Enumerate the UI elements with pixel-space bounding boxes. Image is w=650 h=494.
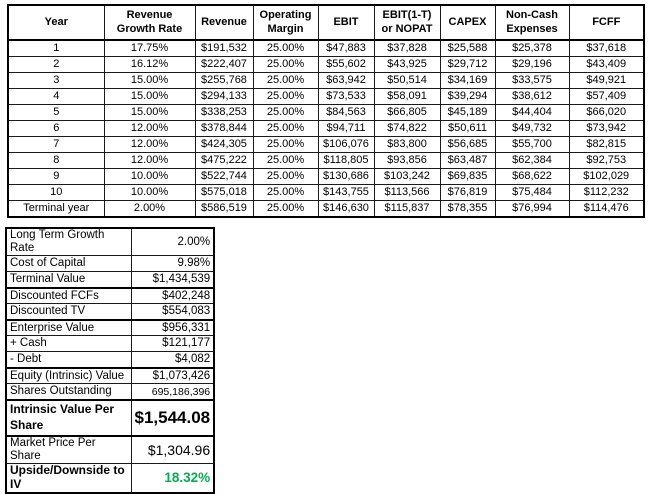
table-cell[interactable]: $66,020 [569, 105, 644, 121]
summary-row-cost-of-capital [6, 256, 214, 272]
table-row [8, 169, 644, 185]
table-cell[interactable]: $76,994 [495, 201, 569, 218]
table-cell[interactable]: 25.00% [253, 201, 318, 218]
summary-row-long-term-growth-rate [6, 228, 214, 256]
table-cell[interactable]: $378,844 [195, 121, 253, 137]
table-cell[interactable]: 4 [8, 89, 104, 105]
intrinsic-value-per-share-label[interactable]: Intrinsic Value Per Share [6, 400, 131, 436]
table-cell[interactable]: $118,805 [318, 153, 374, 169]
table-cell[interactable]: $74,822 [374, 121, 440, 137]
table-cell[interactable]: $424,305 [195, 137, 253, 153]
terminal-value-value[interactable]: $1,434,539 [131, 272, 214, 288]
column-header: Revenue Growth Rate [104, 5, 195, 40]
column-header: Operating Margin [253, 5, 318, 40]
table-cell[interactable]: $94,711 [318, 121, 374, 137]
column-header: Revenue [195, 5, 253, 40]
table-cell[interactable]: $76,819 [440, 185, 495, 201]
minus-debt-value[interactable]: $4,082 [131, 352, 214, 368]
table-cell[interactable]: 25.00% [253, 153, 318, 169]
table-cell[interactable]: 17.75% [104, 40, 195, 57]
table-cell[interactable]: $115,837 [374, 201, 440, 218]
table-row [8, 105, 644, 121]
table-cell[interactable]: 6 [8, 121, 104, 137]
table-cell[interactable]: 8 [8, 153, 104, 169]
table-cell[interactable]: 2.00% [104, 201, 195, 218]
table-cell[interactable]: $45,189 [440, 105, 495, 121]
table-cell[interactable]: $56,685 [440, 137, 495, 153]
table-cell[interactable]: 15.00% [104, 89, 195, 105]
table-cell[interactable]: $130,686 [318, 169, 374, 185]
summary-row-market-price-per-share [6, 436, 214, 464]
table-cell[interactable]: 10.00% [104, 185, 195, 201]
table-cell[interactable]: 25.00% [253, 137, 318, 153]
table-cell[interactable]: $73,533 [318, 89, 374, 105]
table-cell[interactable]: $47,883 [318, 40, 374, 57]
long-term-growth-rate-label[interactable]: Long Term Growth Rate [6, 228, 131, 256]
table-cell[interactable]: $29,196 [495, 57, 569, 73]
equity-intrinsic-value-value[interactable]: $1,073,426 [131, 368, 214, 384]
header-row [8, 5, 644, 40]
table-cell[interactable]: 7 [8, 137, 104, 153]
column-header: EBIT [318, 5, 374, 40]
table-cell[interactable]: 16.12% [104, 57, 195, 73]
table-row [8, 57, 644, 73]
market-price-per-share-value[interactable]: $1,304.96 [131, 436, 214, 464]
table-row [8, 40, 644, 57]
table-cell[interactable]: $33,575 [495, 73, 569, 89]
cost-of-capital-label[interactable]: Cost of Capital [6, 256, 131, 272]
summary-row-shares-outstanding [6, 384, 214, 400]
table-cell[interactable]: $114,476 [569, 201, 644, 218]
table-cell[interactable]: $34,169 [440, 73, 495, 89]
table-cell[interactable]: 2 [8, 57, 104, 73]
table-cell[interactable]: 1 [8, 40, 104, 57]
table-cell[interactable]: $55,602 [318, 57, 374, 73]
table-cell[interactable]: $338,253 [195, 105, 253, 121]
table-cell[interactable]: $143,755 [318, 185, 374, 201]
table-cell[interactable]: $106,076 [318, 137, 374, 153]
table-cell[interactable]: $68,622 [495, 169, 569, 185]
table-cell[interactable]: 25.00% [253, 57, 318, 73]
table-cell[interactable]: $586,519 [195, 201, 253, 218]
table-cell[interactable]: $49,732 [495, 121, 569, 137]
upside-downside-to-iv-value[interactable]: 18.32% [131, 464, 214, 493]
table-cell[interactable]: $55,700 [495, 137, 569, 153]
summary-row-equity-intrinsic-value [6, 368, 214, 384]
table-cell[interactable]: $103,242 [374, 169, 440, 185]
table-cell[interactable]: 25.00% [253, 40, 318, 57]
table-cell[interactable]: Terminal year [8, 201, 104, 218]
summary-row-upside-downside-to-iv [6, 464, 214, 493]
table-row [8, 121, 644, 137]
table-cell[interactable]: $57,409 [569, 89, 644, 105]
table-cell[interactable]: 15.00% [104, 105, 195, 121]
summary-row-terminal-value [6, 272, 214, 288]
table-cell[interactable]: 25.00% [253, 185, 318, 201]
table-cell[interactable]: $25,588 [440, 40, 495, 57]
table-cell[interactable]: $146,630 [318, 201, 374, 218]
summary-row-intrinsic-value-per-share [6, 400, 214, 436]
table-cell[interactable]: $43,925 [374, 57, 440, 73]
minus-debt-label[interactable]: - Debt [6, 352, 131, 368]
table-cell[interactable]: 25.00% [253, 89, 318, 105]
table-row [8, 137, 644, 153]
summary-row-plus-cash [6, 336, 214, 352]
table-cell[interactable]: $50,514 [374, 73, 440, 89]
table-cell[interactable]: 10.00% [104, 169, 195, 185]
table-cell[interactable]: $522,744 [195, 169, 253, 185]
discounted-fcfs-value[interactable]: $402,248 [131, 288, 214, 304]
shares-outstanding-label[interactable]: Shares Outstanding [6, 384, 131, 400]
table-cell[interactable]: $39,294 [440, 89, 495, 105]
table-cell[interactable]: 12.00% [104, 121, 195, 137]
discounted-tv-value[interactable]: $554,083 [131, 304, 214, 320]
table-cell[interactable]: $37,618 [569, 40, 644, 57]
table-row [8, 153, 644, 169]
summary-row-discounted-tv [6, 304, 214, 320]
table-cell[interactable]: $62,384 [495, 153, 569, 169]
market-price-per-share-label[interactable]: Market Price Per Share [6, 436, 131, 464]
table-cell[interactable]: $92,753 [569, 153, 644, 169]
plus-cash-label[interactable]: + Cash [6, 336, 131, 352]
dcf-table-body [8, 40, 644, 217]
column-header: FCFF [569, 5, 644, 40]
table-cell[interactable]: $78,355 [440, 201, 495, 218]
column-header: Non-Cash Expenses [495, 5, 569, 40]
table-cell[interactable]: 25.00% [253, 121, 318, 137]
equity-intrinsic-value-label[interactable]: Equity (Intrinsic) Value [6, 368, 131, 384]
intrinsic-value-per-share-value[interactable]: $1,544.08 [131, 400, 214, 436]
table-cell[interactable]: $49,921 [569, 73, 644, 89]
table-row [8, 201, 644, 218]
plus-cash-value[interactable]: $121,177 [131, 336, 214, 352]
enterprise-value-value[interactable]: $956,331 [131, 320, 214, 336]
table-cell[interactable]: 5 [8, 105, 104, 121]
table-cell[interactable]: $102,029 [569, 169, 644, 185]
long-term-growth-rate-value[interactable]: 2.00% [131, 228, 214, 256]
table-cell[interactable]: $25,378 [495, 40, 569, 57]
table-cell[interactable]: $37,828 [374, 40, 440, 57]
valuation-summary-body [6, 228, 214, 493]
discounted-fcfs-label[interactable]: Discounted FCFs [6, 288, 131, 304]
table-cell[interactable]: 25.00% [253, 73, 318, 89]
table-row [8, 73, 644, 89]
table-cell[interactable]: $222,407 [195, 57, 253, 73]
table-cell[interactable]: $475,222 [195, 153, 253, 169]
table-cell[interactable]: $191,532 [195, 40, 253, 57]
table-cell[interactable]: $93,856 [374, 153, 440, 169]
table-cell[interactable]: $83,800 [374, 137, 440, 153]
column-header: CAPEX [440, 5, 495, 40]
table-cell[interactable]: $75,484 [495, 185, 569, 201]
table-row [8, 185, 644, 201]
cost-of-capital-value[interactable]: 9.98% [131, 256, 214, 272]
upside-downside-to-iv-label[interactable]: Upside/Downside to IV [6, 464, 131, 493]
table-cell[interactable]: $50,611 [440, 121, 495, 137]
table-cell[interactable]: 15.00% [104, 73, 195, 89]
table-cell[interactable]: 10 [8, 185, 104, 201]
table-cell[interactable]: 25.00% [253, 169, 318, 185]
table-cell[interactable]: $29,712 [440, 57, 495, 73]
table-cell[interactable]: 12.00% [104, 153, 195, 169]
table-cell[interactable]: $44,404 [495, 105, 569, 121]
table-cell[interactable]: $58,091 [374, 89, 440, 105]
table-cell[interactable]: $43,409 [569, 57, 644, 73]
table-row [8, 89, 644, 105]
summary-row-enterprise-value [6, 320, 214, 336]
dcf-table-header [8, 5, 644, 40]
table-cell[interactable]: $575,018 [195, 185, 253, 201]
summary-row-minus-debt [6, 352, 214, 368]
summary-row-discounted-fcfs [6, 288, 214, 304]
table-cell[interactable]: 12.00% [104, 137, 195, 153]
table-cell[interactable]: $294,133 [195, 89, 253, 105]
enterprise-value-label[interactable]: Enterprise Value [6, 320, 131, 336]
dcf-projection-table [7, 4, 645, 218]
table-cell[interactable]: 3 [8, 73, 104, 89]
table-cell[interactable]: $84,563 [318, 105, 374, 121]
shares-outstanding-value[interactable]: 695,186,396 [131, 384, 214, 400]
table-cell[interactable]: $113,566 [374, 185, 440, 201]
discounted-tv-label[interactable]: Discounted TV [6, 304, 131, 320]
table-cell[interactable]: $112,232 [569, 185, 644, 201]
table-cell[interactable]: $63,942 [318, 73, 374, 89]
terminal-value-label[interactable]: Terminal Value [6, 272, 131, 288]
table-cell[interactable]: 25.00% [253, 105, 318, 121]
column-header: EBIT(1-T) or NOPAT [374, 5, 440, 40]
table-cell[interactable]: $38,612 [495, 89, 569, 105]
table-cell[interactable]: $255,768 [195, 73, 253, 89]
table-cell[interactable]: $82,815 [569, 137, 644, 153]
table-cell[interactable]: $73,942 [569, 121, 644, 137]
table-cell[interactable]: $69,835 [440, 169, 495, 185]
table-cell[interactable]: $66,805 [374, 105, 440, 121]
table-cell[interactable]: $63,487 [440, 153, 495, 169]
table-cell[interactable]: 9 [8, 169, 104, 185]
column-header: Year [8, 5, 104, 40]
